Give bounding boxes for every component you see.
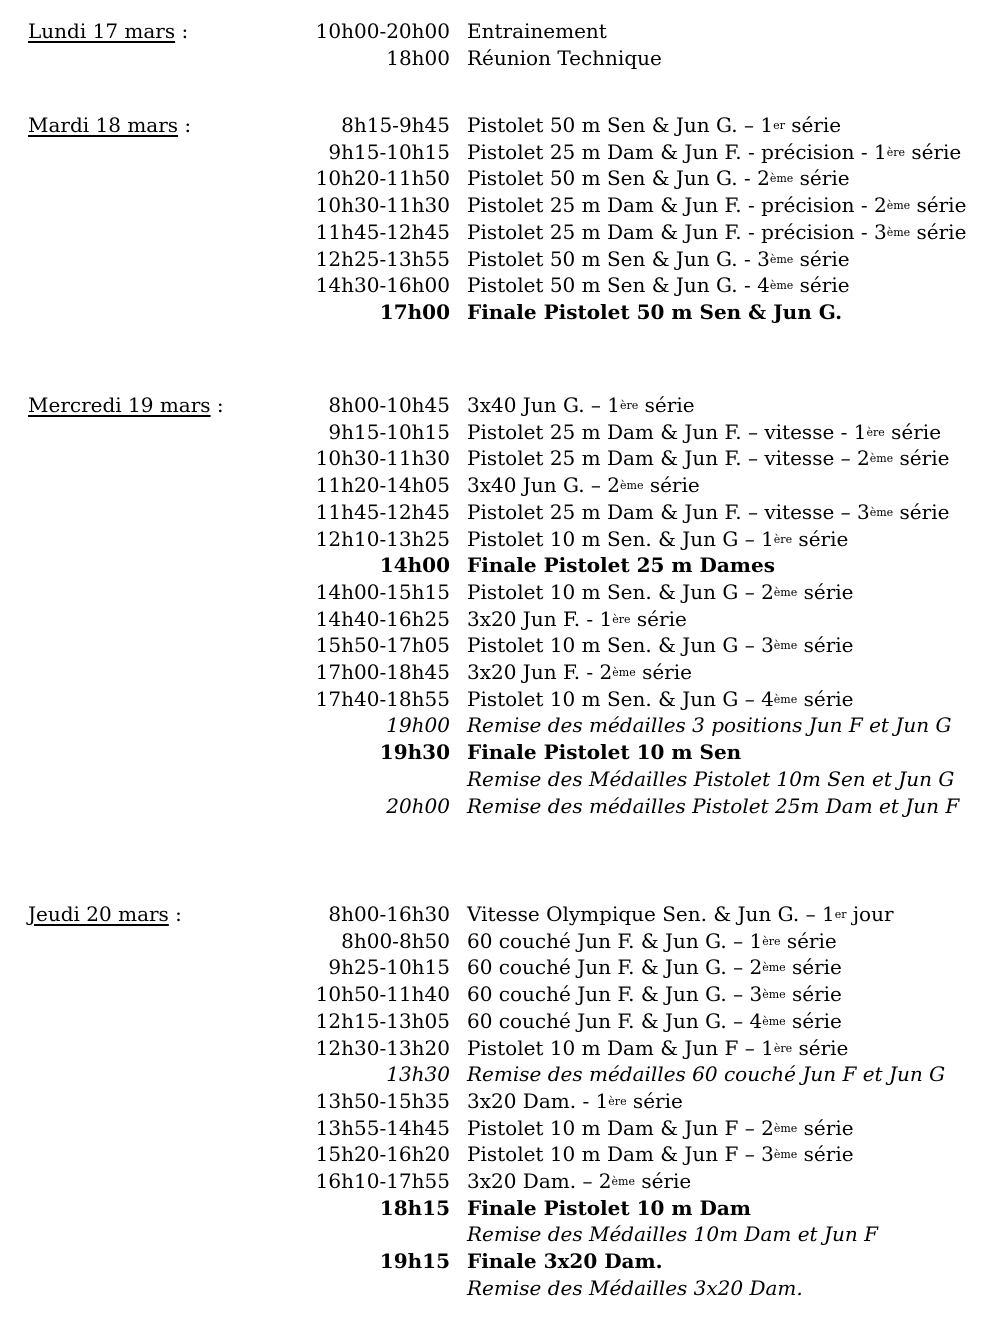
- event-suffix: série: [630, 606, 687, 631]
- row-time: 19h00: [386, 713, 450, 738]
- schedule-row: [0, 246, 996, 273]
- row-time: 17h00-18h45: [315, 660, 450, 684]
- row-time: 18h15: [379, 1195, 450, 1220]
- row-time: 10h30-11h30: [315, 446, 450, 471]
- row-time: 8h00-10h45: [328, 393, 450, 417]
- row-event: [467, 392, 695, 419]
- schedule-row: [0, 1275, 996, 1302]
- row-time: 10h00-20h00: [315, 19, 450, 43]
- event-text: Pistolet 50 m Sen & Jun G. - 2: [467, 166, 770, 191]
- event-text: Remise des médailles 60 couché Jun F et Jun G: [467, 1062, 946, 1087]
- schedule-row: [0, 45, 996, 72]
- row-time: 13h55-14h45: [315, 1115, 450, 1140]
- row-event: [467, 1035, 848, 1062]
- event-text: Pistolet 10 m Sen. & Jun G – 2: [467, 579, 774, 604]
- event-text: Pistolet 10 m Dam & Jun F – 3: [467, 1142, 774, 1167]
- schedule-row: [0, 1008, 996, 1035]
- row-event: [467, 1141, 854, 1168]
- schedule-row: [0, 192, 996, 219]
- schedule-row: [0, 1061, 996, 1088]
- ordinal-superscript: ème: [773, 1148, 798, 1162]
- row-time: 10h30-11h30: [315, 193, 450, 218]
- event-text: Pistolet 50 m Sen & Jun G. - 3: [467, 246, 770, 271]
- row-event: [467, 712, 951, 739]
- row-time: 9h15-10h15: [328, 139, 450, 164]
- ordinal-superscript: ème: [773, 585, 798, 599]
- day-label-suffix: :: [178, 113, 192, 137]
- schedule-row: [0, 1168, 996, 1195]
- row-event: [467, 659, 692, 686]
- row-time: 12h15-13h05: [315, 1008, 450, 1033]
- row-event: [467, 139, 961, 166]
- row-time: 11h45-12h45: [315, 219, 450, 244]
- row-event: [467, 18, 607, 45]
- schedule-row: [0, 686, 996, 713]
- event-text: Pistolet 10 m Dam & Jun F – 1: [467, 1035, 774, 1060]
- event-text: 3x20 Dam. - 1: [467, 1088, 609, 1113]
- event-suffix: série: [626, 1088, 683, 1113]
- ordinal-superscript: ère: [612, 612, 631, 626]
- row-time: 8h00-16h30: [328, 902, 450, 926]
- schedule-row: [0, 499, 996, 526]
- schedule-row: [0, 739, 996, 766]
- event-text: Pistolet 25 m Dam & Jun F. – vitesse – 2: [467, 446, 870, 471]
- event-text: Pistolet 10 m Sen. & Jun G – 4: [467, 686, 774, 711]
- schedule-row: [0, 219, 996, 246]
- day-label-text: Mercredi 19 mars: [28, 393, 211, 417]
- row-time: 11h45-12h45: [315, 499, 450, 524]
- ordinal-superscript: ème: [773, 692, 798, 706]
- event-text: Pistolet 25 m Dam & Jun F. - précision - 3: [467, 219, 887, 244]
- row-event: [467, 499, 949, 526]
- row-event: [467, 1275, 803, 1302]
- day-label-text: Mardi 18 mars: [28, 113, 179, 137]
- schedule-row: [0, 712, 996, 739]
- row-event: [467, 472, 700, 499]
- row-event: [467, 272, 850, 299]
- row-event: [467, 165, 850, 192]
- event-suffix: série: [785, 982, 842, 1007]
- event-text: 60 couché Jun F. & Jun G. – 2: [467, 955, 763, 980]
- event-text: Finale 3x20 Dam.: [467, 1249, 663, 1274]
- row-time: 17h00: [379, 299, 450, 324]
- row-event: [467, 419, 941, 446]
- row-time: 14h30-16h00: [315, 273, 450, 298]
- ordinal-superscript: ème: [620, 479, 644, 493]
- event-text: 3x40 Jun G. – 2: [467, 473, 621, 498]
- schedule-row: [0, 445, 996, 472]
- row-time: 10h20-11h50: [315, 166, 450, 191]
- schedule-row: [0, 579, 996, 606]
- row-time: 11h20-14h05: [315, 473, 450, 498]
- event-suffix: série: [910, 193, 967, 218]
- row-event: [467, 632, 854, 659]
- event-suffix: série: [634, 1169, 692, 1193]
- event-suffix: série: [785, 955, 842, 980]
- schedule-row: [0, 18, 996, 45]
- event-suffix: série: [785, 1008, 842, 1033]
- row-event: [467, 928, 837, 955]
- row-event: [467, 219, 966, 246]
- event-suffix: série: [780, 928, 837, 953]
- row-event: [467, 1248, 663, 1275]
- ordinal-superscript: ère: [773, 1041, 793, 1055]
- row-event: [467, 526, 848, 553]
- schedule-row: [0, 139, 996, 166]
- schedule-row: [0, 165, 996, 192]
- row-event: [467, 606, 687, 633]
- event-text: Pistolet 25 m Dam & Jun F. - précision - 1: [467, 139, 887, 164]
- ordinal-superscript: ème: [869, 452, 894, 466]
- event-text: Pistolet 10 m Sen. & Jun G – 1: [467, 526, 774, 551]
- event-text: Remise des médailles Pistolet 25m Dam et Jun F: [467, 793, 960, 818]
- ordinal-superscript: ème: [762, 1014, 786, 1028]
- row-event: [467, 1088, 683, 1115]
- row-event: [467, 954, 842, 981]
- ordinal-superscript: ère: [762, 934, 781, 948]
- schedule-row: [0, 419, 996, 446]
- row-event: [467, 1115, 854, 1142]
- ordinal-superscript: ème: [773, 639, 798, 653]
- event-suffix: série: [893, 499, 950, 524]
- ordinal-superscript: ème: [611, 1175, 635, 1188]
- schedule-row: [0, 606, 996, 633]
- event-text: Finale Pistolet 25 m Dames: [467, 553, 775, 578]
- row-event: [467, 981, 842, 1008]
- schedule-row: [0, 1088, 996, 1115]
- day-label-suffix: :: [210, 393, 224, 417]
- row-time: 17h40-18h55: [315, 686, 450, 711]
- row-event: [467, 766, 954, 793]
- event-text: Pistolet 25 m Dam & Jun F. - précision - 2: [467, 193, 887, 218]
- row-event: [467, 579, 854, 606]
- ordinal-superscript: er: [834, 908, 847, 921]
- row-event: [467, 901, 894, 928]
- event-text: Finale Pistolet 10 m Dam: [467, 1195, 751, 1220]
- event-text: 3x20 Jun F. - 2: [467, 660, 613, 684]
- row-event: [467, 445, 949, 472]
- schedule-row: [0, 1248, 996, 1275]
- ordinal-superscript: ème: [769, 279, 794, 293]
- ordinal-superscript: ère: [866, 425, 885, 439]
- row-time: 19h30: [379, 740, 450, 765]
- row-time: 10h50-11h40: [315, 982, 450, 1007]
- event-text: 60 couché Jun F. & Jun G. – 4: [467, 1008, 763, 1033]
- row-time: 15h50-17h05: [315, 633, 450, 658]
- schedule-row: [0, 1115, 996, 1142]
- ordinal-superscript: ème: [769, 252, 794, 266]
- ordinal-superscript: ère: [886, 145, 905, 159]
- event-suffix: série: [904, 139, 962, 164]
- event-text: Pistolet 10 m Sen. & Jun G – 3: [467, 633, 774, 658]
- event-text: 3x20 Dam. – 2: [467, 1169, 612, 1193]
- row-event: [467, 793, 959, 820]
- event-suffix: série: [793, 273, 850, 298]
- row-event: [467, 45, 662, 72]
- schedule-row: [0, 766, 996, 793]
- row-event: [467, 299, 842, 326]
- event-suffix: série: [792, 1035, 849, 1060]
- row-event: [467, 246, 850, 273]
- schedule-row: [0, 472, 996, 499]
- schedule-row: [0, 954, 996, 981]
- schedule-row: [0, 1141, 996, 1168]
- row-time: 19h15: [379, 1249, 450, 1274]
- event-text: Pistolet 25 m Dam & Jun F. – vitesse - 1: [467, 419, 867, 444]
- ordinal-superscript: ème: [886, 225, 911, 239]
- event-suffix: série: [884, 419, 942, 444]
- event-text: Vitesse Olympique Sen. & Jun G. – 1: [467, 902, 835, 926]
- row-event: [467, 739, 741, 766]
- row-time: 20h00: [386, 793, 450, 818]
- event-text: 3x40 Jun G. – 1: [467, 393, 621, 417]
- event-suffix: série: [792, 526, 849, 551]
- event-suffix: série: [910, 219, 967, 244]
- day-label-text: Jeudi 20 mars: [28, 902, 169, 926]
- row-time: 15h20-16h20: [315, 1142, 450, 1167]
- event-suffix: série: [635, 660, 692, 684]
- schedule-row: [0, 1221, 996, 1248]
- event-suffix: série: [643, 473, 700, 498]
- row-event: [467, 1168, 691, 1195]
- ordinal-superscript: ème: [762, 961, 786, 975]
- event-text: Remise des Médailles 3x20 Dam.: [467, 1275, 803, 1300]
- schedule-row: [0, 1035, 996, 1062]
- event-suffix: série: [797, 579, 854, 604]
- row-time: 14h00-15h15: [315, 579, 450, 604]
- ordinal-superscript: ème: [886, 199, 911, 213]
- schedule-row: [0, 392, 996, 419]
- schedule-row: [0, 112, 996, 139]
- event-text: 60 couché Jun F. & Jun G. – 3: [467, 982, 763, 1007]
- schedule-row: [0, 526, 996, 553]
- schedule-row: [0, 299, 996, 326]
- event-suffix: série: [893, 446, 950, 471]
- ordinal-superscript: ème: [773, 1121, 798, 1135]
- row-event: [467, 1195, 751, 1222]
- event-text: Finale Pistolet 10 m Sen: [467, 740, 742, 765]
- row-time: 8h00-8h50: [341, 928, 450, 953]
- row-time: 14h40-16h25: [315, 606, 450, 631]
- row-time: 9h25-10h15: [328, 955, 450, 980]
- event-text: Remise des médailles 3 positions Jun F et Jun G: [467, 713, 952, 738]
- event-suffix: série: [797, 686, 854, 711]
- row-time: 12h25-13h55: [315, 246, 450, 271]
- day-label-suffix: :: [175, 19, 189, 43]
- row-event: [467, 112, 841, 139]
- row-event: [467, 686, 854, 713]
- event-text: Pistolet 50 m Sen & Jun G. – 1: [467, 113, 774, 137]
- ordinal-superscript: er: [773, 119, 785, 132]
- schedule-row: [0, 659, 996, 686]
- event-text: 60 couché Jun F. & Jun G. – 1: [467, 928, 763, 953]
- event-text: Pistolet 50 m Sen & Jun G. - 4: [467, 273, 770, 298]
- event-suffix: jour: [846, 902, 894, 926]
- schedule-row: [0, 632, 996, 659]
- event-suffix: série: [797, 633, 854, 658]
- schedule-row: [0, 928, 996, 955]
- day-label-text: Lundi 17 mars: [28, 19, 176, 43]
- event-text: Remise des Médailles Pistolet 10m Sen et Jun G: [467, 766, 955, 791]
- ordinal-superscript: ème: [612, 666, 636, 679]
- ordinal-superscript: ème: [869, 505, 894, 519]
- schedule-row: [0, 793, 996, 820]
- row-time: 13h30: [386, 1062, 450, 1087]
- event-suffix: série: [784, 113, 842, 137]
- event-suffix: série: [797, 1142, 854, 1167]
- ordinal-superscript: ème: [762, 988, 786, 1002]
- row-time: 12h10-13h25: [315, 526, 450, 551]
- event-suffix: série: [793, 246, 850, 271]
- event-text: Pistolet 25 m Dam & Jun F. – vitesse – 3: [467, 499, 870, 524]
- schedule-row: [0, 1195, 996, 1222]
- event-suffix: série: [638, 393, 695, 417]
- row-event: [467, 552, 775, 579]
- event-text: Finale Pistolet 50 m Sen & Jun G.: [467, 299, 843, 324]
- row-time: 14h00: [379, 553, 450, 578]
- row-time: 13h50-15h35: [315, 1088, 450, 1113]
- event-text: Remise des Médailles 10m Dam et Jun F: [467, 1222, 878, 1247]
- row-time: 8h15-9h45: [341, 113, 450, 137]
- row-event: [467, 1061, 945, 1088]
- schedule-row: [0, 272, 996, 299]
- schedule-row: [0, 552, 996, 579]
- event-text: 3x20 Jun F. - 1: [467, 606, 613, 631]
- schedule-row: [0, 981, 996, 1008]
- ordinal-superscript: ère: [620, 399, 639, 412]
- event-suffix: série: [793, 166, 850, 191]
- row-time: 18h00: [386, 45, 450, 70]
- event-suffix: série: [797, 1115, 854, 1140]
- event-text: Réunion Technique: [467, 45, 662, 70]
- row-event: [467, 192, 966, 219]
- row-event: [467, 1008, 842, 1035]
- row-time: 16h10-17h55: [315, 1169, 450, 1193]
- row-time: 9h15-10h15: [328, 419, 450, 444]
- schedule-row: [0, 901, 996, 928]
- day-label-suffix: :: [168, 902, 182, 926]
- ordinal-superscript: ère: [608, 1094, 627, 1108]
- event-text: Pistolet 10 m Dam & Jun F – 2: [467, 1115, 774, 1140]
- ordinal-superscript: ème: [769, 172, 794, 186]
- row-event: [467, 1221, 878, 1248]
- event-text: Entrainement: [467, 19, 607, 43]
- ordinal-superscript: ère: [773, 532, 793, 546]
- row-time: 12h30-13h20: [315, 1035, 450, 1060]
